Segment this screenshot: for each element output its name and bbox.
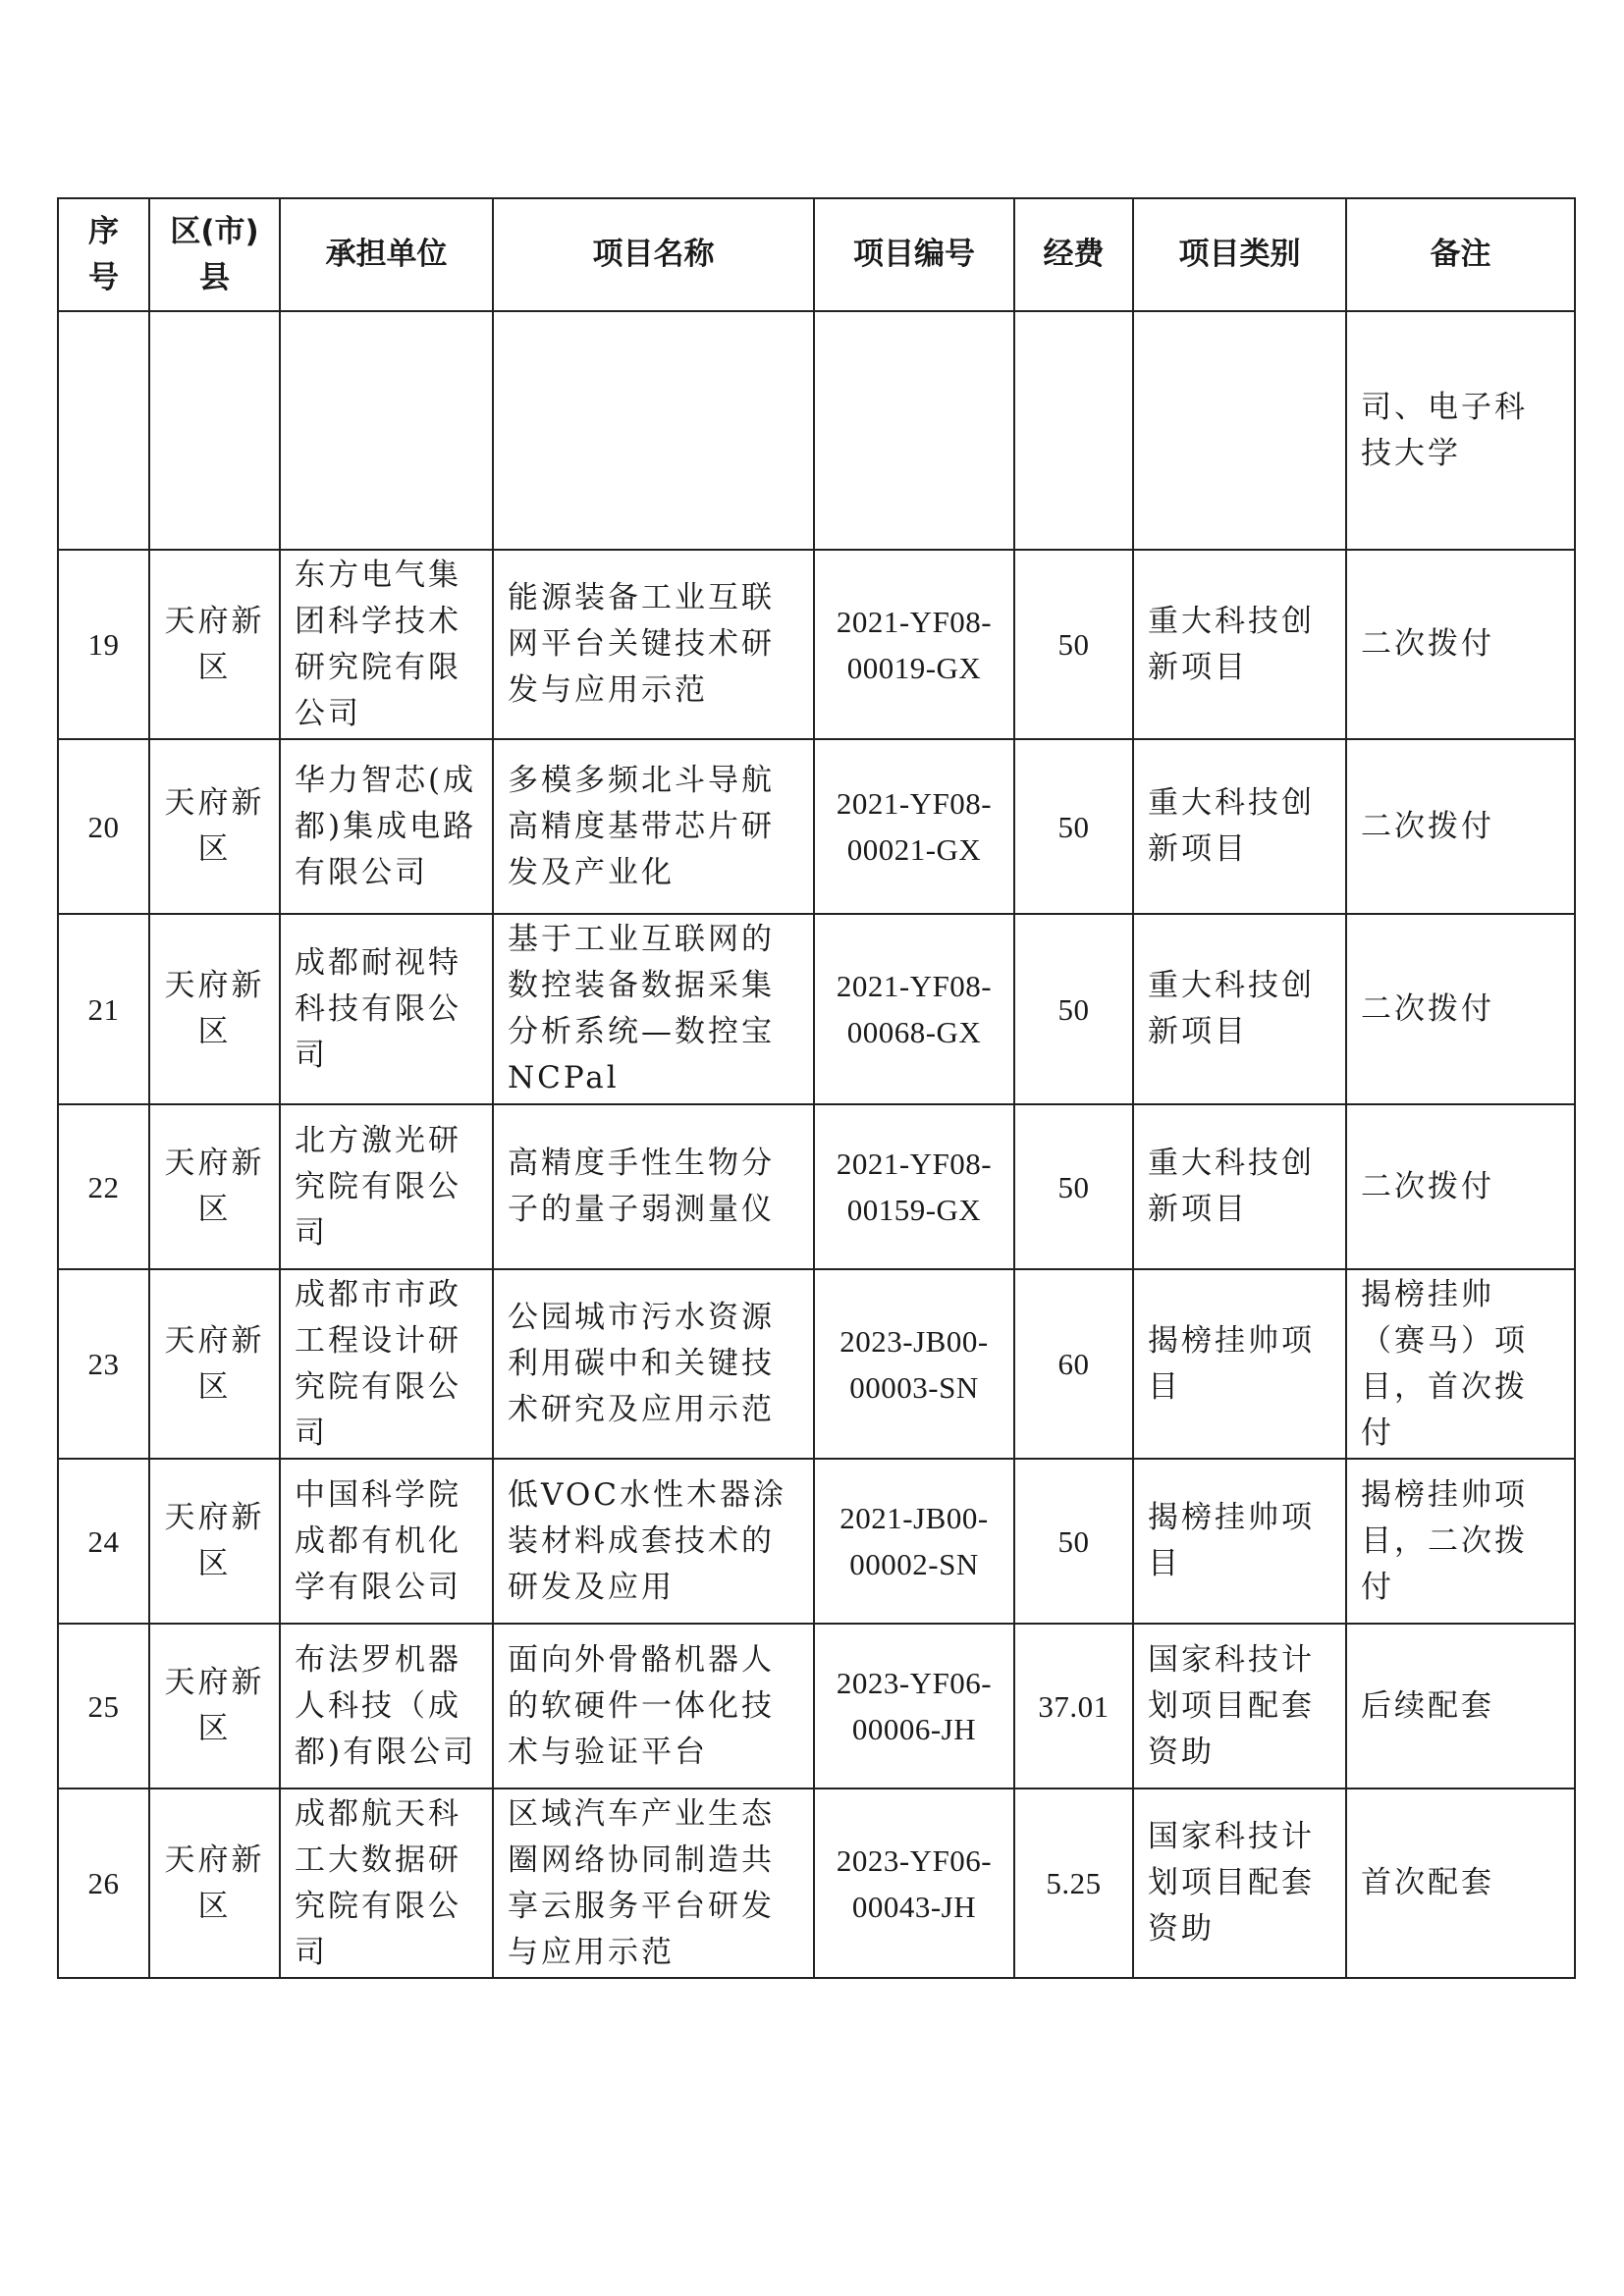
cell-seq: 23 [58,1269,149,1459]
project-code-line2: 00043-JH [851,1889,977,1924]
cell-unit: 成都航天科工大数据研究院有限公司 [280,1789,493,1978]
cell-seq: 25 [58,1624,149,1789]
cell-unit: 成都耐视特科技有限公司 [280,914,493,1104]
cell-seq: 22 [58,1104,149,1269]
cell-project-name: 面向外骨骼机器人的软硬件一体化技术与验证平台 [493,1624,814,1789]
cell-category: 揭榜挂帅项目 [1133,1269,1346,1459]
cell-remarks: 二次拨付 [1346,550,1575,739]
cell-category: 重大科技创新项目 [1133,739,1346,914]
cell-unit: 华力智芯(成都)集成电路有限公司 [280,739,493,914]
header-remarks: 备注 [1346,198,1575,311]
cell-district: 天府新区 [149,739,280,914]
cell-project-code [814,739,1014,914]
cell-category: 揭榜挂帅项目 [1133,1459,1346,1624]
cell-seq: 21 [58,914,149,1104]
cell-remarks: 揭榜挂帅（赛马）项目，首次拨付 [1346,1269,1575,1459]
table-body [58,311,1575,1978]
cell-seq: 24 [58,1459,149,1624]
cell-project-name: 高精度手性生物分子的量子弱测量仪 [493,1104,814,1269]
cell-remarks: 司、电子科技大学 [1346,311,1575,550]
cell-category: 重大科技创新项目 [1133,1104,1346,1269]
table-row [58,1269,1575,1459]
project-code-line1: 2021-YF08- [836,604,993,639]
cell-funding: 50 [1014,914,1133,1104]
header-project-code: 项目编号 [814,198,1014,311]
cell-project-name: 低VOC水性木器涂装材料成套技术的研发及应用 [493,1459,814,1624]
header-project-name: 项目名称 [493,198,814,311]
project-code-line1: 2021-JB00- [839,1501,989,1535]
header-category: 项目类别 [1133,198,1346,311]
project-code-line1: 2021-YF08- [836,969,993,1003]
cell-funding: 5.25 [1014,1789,1133,1978]
table-header-row [58,198,1575,311]
table-row-continuation [58,311,1575,550]
cell-project-name: 多模多频北斗导航高精度基带芯片研发及产业化 [493,739,814,914]
cell-project-name: 能源装备工业互联网平台关键技术研发与应用示范 [493,550,814,739]
cell-seq: 20 [58,739,149,914]
cell-funding: 50 [1014,739,1133,914]
project-code-line1: 2023-YF06- [836,1666,993,1700]
cell-district: 天府新区 [149,1104,280,1269]
cell-district: 天府新区 [149,1624,280,1789]
project-code-line2: 00021-GX [846,832,982,867]
project-code-line2: 00159-GX [846,1193,982,1227]
project-code-line2: 00003-SN [849,1369,979,1405]
cell-district: 天府新区 [149,1459,280,1624]
cell-category: 重大科技创新项目 [1133,914,1346,1104]
cell-funding: 50 [1014,1459,1133,1624]
header-unit: 承担单位 [280,198,493,311]
cell-district: 天府新区 [149,1789,280,1978]
cell-district: 天府新区 [149,550,280,739]
cell-funding: 37.01 [1014,1624,1133,1789]
project-code-line1: 2021-YF08- [836,786,993,821]
header-funding: 经费 [1014,198,1133,311]
cell-project-code [814,1269,1014,1459]
cell-category: 国家科技计划项目配套资助 [1133,1624,1346,1789]
project-code-line1: 2023-YF06- [836,1842,993,1878]
header-seq: 序号 [58,198,149,311]
project-code-line2: 00006-JH [851,1712,977,1746]
cell-seq: 26 [58,1789,149,1978]
funding-table [57,197,1576,1979]
cell-project-code [814,550,1014,739]
cell-remarks: 二次拨付 [1346,914,1575,1104]
table-row [58,1789,1575,1978]
table-row [58,550,1575,739]
table-row [58,1104,1575,1269]
cell-project-name: 公园城市污水资源利用碳中和关键技术研究及应用示范 [493,1269,814,1459]
cell-funding: 60 [1014,1269,1133,1459]
table-row [58,739,1575,914]
cell-funding: 50 [1014,1104,1133,1269]
cell-category: 重大科技创新项目 [1133,550,1346,739]
project-code-line1: 2021-YF08- [836,1147,993,1181]
table-row [58,1459,1575,1624]
cell-remarks: 后续配套 [1346,1624,1575,1789]
cell-seq: 19 [58,550,149,739]
project-code-line2: 00002-SN [849,1547,979,1581]
cell-remarks: 揭榜挂帅项目，二次拨付 [1346,1459,1575,1624]
project-code-line1: 2023-JB00- [839,1323,989,1359]
cell-unit: 东方电气集团科学技术研究院有限公司 [280,550,493,739]
project-code-line2: 00068-GX [846,1015,982,1049]
cell-category: 国家科技计划项目配套资助 [1133,1789,1346,1978]
header-district: 区(市)县 [149,198,280,311]
cell-unit: 中国科学院成都有机化学有限公司 [280,1459,493,1624]
cell-remarks: 首次配套 [1346,1789,1575,1978]
table-row [58,914,1575,1104]
table-row [58,1624,1575,1789]
cell-funding: 50 [1014,550,1133,739]
cell-unit: 成都市市政工程设计研究院有限公司 [280,1269,493,1459]
cell-remarks: 二次拨付 [1346,1104,1575,1269]
cell-project-code [814,1104,1014,1269]
cell-district: 天府新区 [149,1269,280,1459]
cell-project-name: 区域汽车产业生态圈网络协同制造共享云服务平台研发与应用示范 [493,1789,814,1978]
cell-unit: 北方激光研究院有限公司 [280,1104,493,1269]
cell-project-code [814,1459,1014,1624]
project-code-line2: 00019-GX [846,650,982,685]
cell-project-name: 基于工业互联网的数控装备数据采集分析系统—数控宝NCPal [493,914,814,1104]
cell-remarks: 二次拨付 [1346,739,1575,914]
cell-district: 天府新区 [149,914,280,1104]
cell-project-code [814,914,1014,1104]
cell-unit: 布法罗机器人科技（成都)有限公司 [280,1624,493,1789]
cell-project-code [814,1624,1014,1789]
cell-project-code [814,1789,1014,1978]
